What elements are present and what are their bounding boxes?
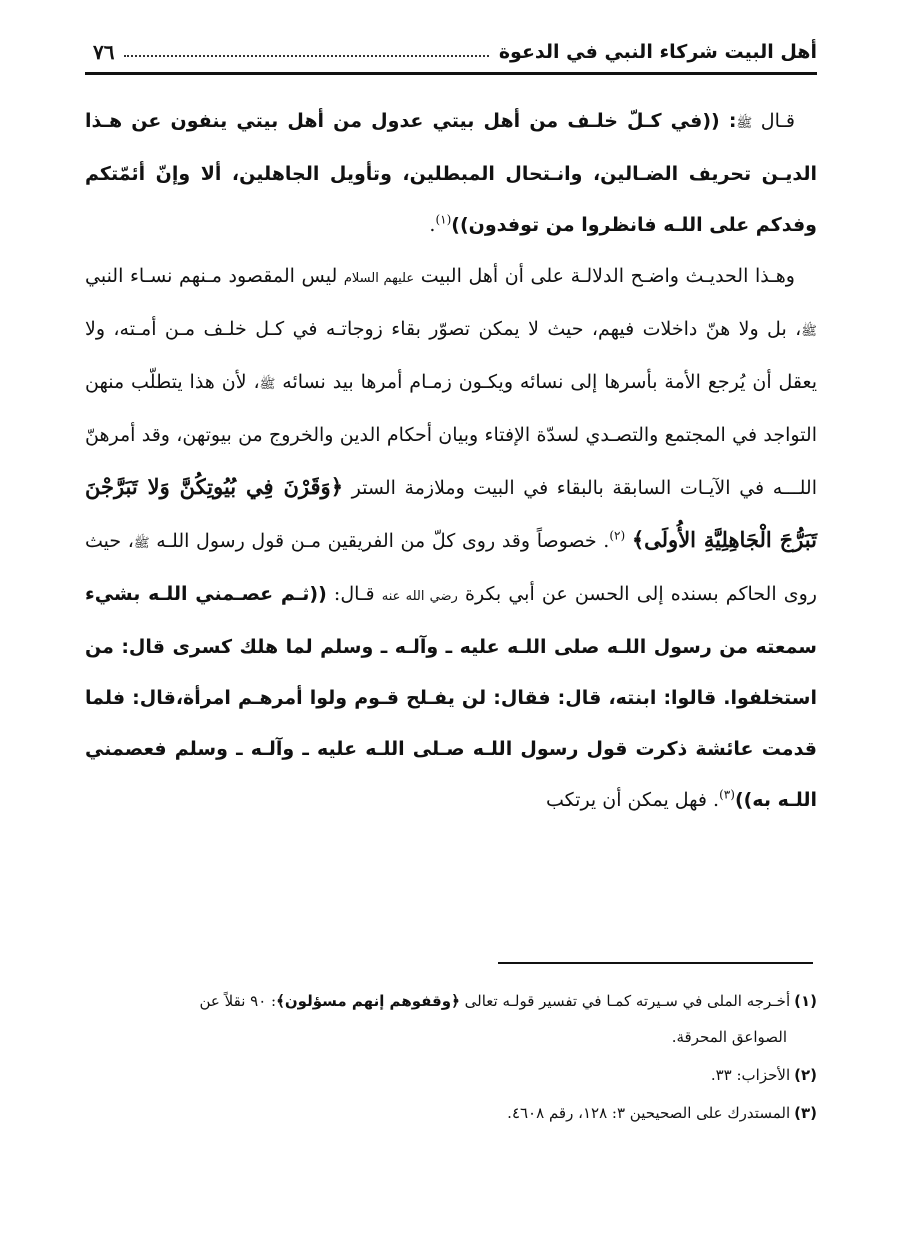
footnote-3-text: المستدرك على الصحيحين ٣: ١٢٨، رقم ٤٦٠٨.	[507, 1104, 791, 1122]
honorific-glyph: ﷺ	[133, 536, 150, 551]
p2-text-5: . خصوصاً وقد روى كلّ من الفريقين مـن قول رسول اللـه	[156, 530, 610, 552]
footnote-separator	[498, 962, 813, 964]
header-dotted-leader	[124, 55, 488, 57]
footnote-ref-3: (٣)	[719, 787, 735, 802]
p2-text-6: ، حيث روى الحاكم بسنده إلى الحسن عن أبي بكرة	[85, 530, 817, 605]
footnote-1-verse: ﴿وقفوهم إنهم مسؤلون﴾	[276, 992, 460, 1010]
footnote-1-pre: أخـرجه الملى في سـيرته كمـا في تفسير قولـه تعالى	[464, 992, 791, 1010]
p2-text-2: ليس المقصود مـنهم نسـاء النبي	[85, 265, 338, 287]
hadith-quote-2: ((ثـم عصـمني اللـه بشيء سمعته من رسول اللـه صلى اللـه عليه ـ وآلـه ـ وسلم لما هلك كسرى قال: من استخلفوا. قالوا: ابنته، قال: فقال: لن يفـلح قـوم ولوا أمرهـم امرأة،قال: فلما قدمت عائشة ذكرت قول رسول اللـه صـلى اللـه عليه ـ وآلـه ـ وسلم فعصمني اللـه به))	[85, 583, 817, 811]
p1-end: .	[429, 214, 436, 236]
running-header	[85, 30, 817, 74]
footnote-number: (٣)	[794, 1104, 817, 1122]
footnote-ref-1: (١)	[435, 212, 452, 227]
footnote-number: (٢)	[794, 1066, 817, 1084]
quran-verse: ﴿وَقَرْنَ فِي بُيُوتِكُنَّ وَلا تَبَرَّجْنَ تَبَرُّجَ الْجَاهِلِيَّةِ الأُولَى﴾	[85, 474, 817, 552]
footnote-ref-2: (٢)	[609, 528, 626, 543]
p2-text-1: وهـذا الحديـث واضـح الدلالـة على أن أهل البيت	[420, 265, 795, 287]
main-text	[85, 96, 817, 826]
honorific-glyph: عليهم السلام	[343, 271, 415, 286]
page-number: ٧٦	[93, 40, 115, 64]
footnote-1-continuation: الصواعق المحرقة.	[671, 1028, 787, 1046]
honorific-glyph: رضي الله عنه	[381, 589, 458, 604]
footnote-3	[85, 1102, 817, 1124]
header-rule	[85, 72, 817, 75]
p2-text-7: قـال:	[333, 583, 375, 605]
p2-text-4: ، لأن هذا يتطلّب منهن التواجد في المجتمع والتصـدي لسدّة الإفتاء وبيان أحكام الدين والخروج من بيوتهن، وقد أمرهنّ اللـــه في الآيـات السابقة بالبقاء في البيت وملازمة الستر	[85, 371, 817, 499]
running-title: أهل البيت شركاء النبي في الدعوة	[498, 41, 817, 63]
p2-text-3: ، بل ولا هنّ داخلات فيهم، حيث لا يمكن تصوّر بقاء زوجاتـه في كـل خلـف مـن أمـته، ولا يعقل أن يُرجع الأمة بأسرها إلى نسائه ويكـون زمـام أمرها بيد نسائه	[85, 318, 817, 393]
footnote-2-text: الأحزاب: ٣٣.	[710, 1066, 791, 1084]
paragraph-1	[85, 96, 817, 251]
footnotes	[85, 990, 817, 1140]
honorific-glyph: ﷺ	[736, 116, 753, 131]
hadith-quote-1: : ((في كـلّ خلـف من أهل بيتي عدول من أهل بيتي ينفون عن هـذا الديـن تحريف الضـالين، وانـتحال المبطلين، وتأويل الجاهلين، ألا وإنّ أئمّتكم وفدكم على اللـه فانظروا من توفدون))	[85, 110, 817, 236]
p2-text-8: . فهل يمكن أن يرتكب	[546, 789, 720, 811]
footnote-number: (١)	[794, 992, 817, 1010]
honorific-glyph: ﷺ	[259, 377, 276, 392]
paragraph-2	[85, 251, 817, 826]
footnote-1	[85, 990, 817, 1048]
footnote-1-post: : ٩٠ نقلاً عن	[199, 992, 277, 1010]
p1-intro: قـال	[760, 110, 796, 132]
footnote-2	[85, 1064, 817, 1086]
honorific-glyph: ﷺ	[801, 324, 817, 339]
